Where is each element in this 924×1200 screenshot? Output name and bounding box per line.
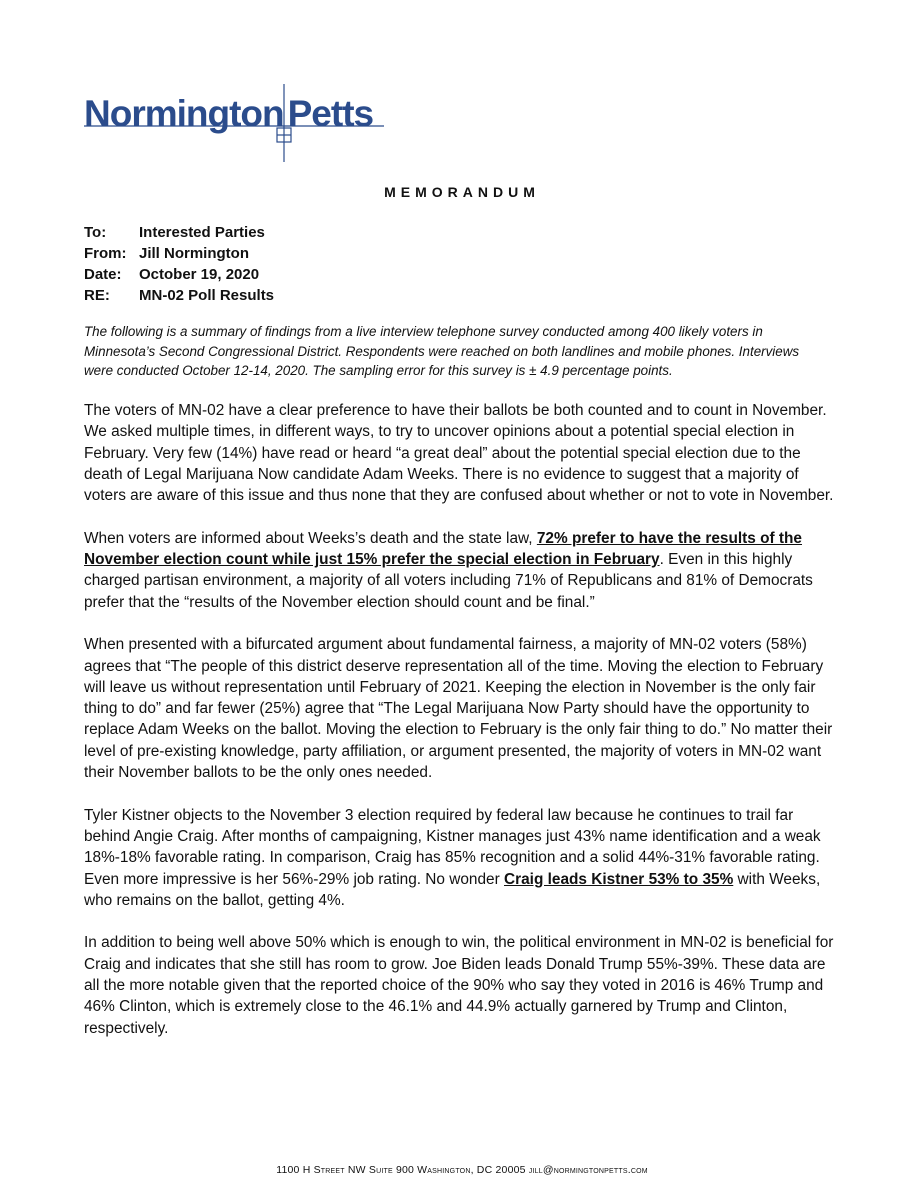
survey-summary-intro: The following is a summary of findings from a live interview telephone survey conducted among 400 likely voters in Minnesota’s Second Congressional District. Respondents were reached on both landlines and mobile phones. Interviews were conducted October 12-14, 2020. The sampling error for this survey is ± 4.9 percentage points.: [84, 324, 800, 378]
logo-word-normington: Normington: [84, 93, 284, 134]
date-row: [84, 264, 274, 285]
paragraph-4-start: Tyler Kistner objects to the November 3 election required by federal law because he continues to trail far behind Angie Craig. After months of campaigning, Kistner manages just 43% name identification and a weak 18%-18% favorable rating. In comparison, Craig has 85% recognition and a solid 44%-31% favorable rating. Even more impressive is her 56%-29% job rating. No wonder: [84, 806, 821, 888]
paragraph-2: [84, 528, 836, 613]
from-row: [84, 243, 274, 264]
paragraph-2-end: . Even in this highly charged partisan environment, a majority of all voters including 71% of Republicans and 81% of Democrats prefer that the “results of the November election should count and be final.”: [84, 551, 813, 611]
paragraph-4-highlight: Craig leads Kistner 53% to 35%: [504, 870, 734, 888]
re-row: [84, 285, 274, 306]
to-value: Interested Parties: [139, 224, 265, 241]
to-row: [84, 222, 274, 243]
re-value: MN-02 Poll Results: [139, 287, 275, 304]
re-label: RE:: [84, 287, 110, 304]
paragraph-3: When presented with a bifurcated argument about fundamental fairness, a majority of MN-02 voters (58%) agrees that “The people of this district deserve representation all of the time. Moving the election to February will leave us without representation until February of 2021. Keeping the election in November is the only fair thing to do” and far fewer (25%) agree that “The Legal Marijuana Now Party should have the opportunity to replace Adam Weeks on the ballot. Moving the election to February is the only fair thing to do.” No matter their level of pre-existing knowledge, party affiliation, or argument presented, the majority of voters in MN-02 want their November ballots to be the only ones needed.: [84, 636, 833, 782]
memo-body: [84, 400, 836, 1060]
paragraph-5: In addition to being well above 50% which is enough to win, the political environment in MN-02 is beneficial for Craig and indicates that she still has room to grow. Joe Biden leads Donald Trump 55%-39%. These data are all the more notable given that the reported choice of the 90% who say they voted in 2016 is 46% Trump and 46% Clinton, which is extremely close to the 46.1% and 44.9% actually garnered by Trump and Clinton, respectively.: [84, 934, 834, 1037]
memo-title: MEMORANDUM: [384, 184, 540, 200]
paragraph-2-highlight: 72% prefer to have the results of the November election count while just 15% prefer the special election in February: [84, 529, 802, 569]
from-value: Jill Normington: [139, 245, 249, 262]
paragraph-4-end: with Weeks, who remains on the ballot, getting 4%.: [84, 870, 821, 909]
company-logo: [84, 84, 384, 168]
logo-wordmark: [84, 94, 373, 134]
paragraph-1: The voters of MN-02 have a clear preference to have their ballots be both counted and to count in November. We asked multiple times, in different ways, to try to uncover opinions about a potential special election in February. Very few (14%) have read or heard “a great deal” about the potential special election due to the death of Legal Marijuana Now candidate Adam Weeks. There is no evidence to suggest that a majority of voters are aware of this issue and thus none that they are confused about whether or not to vote in November.: [84, 402, 834, 505]
date-label: Date:: [84, 266, 122, 283]
footer-address: 1100 H Street NW Suite 900 Washington, DC 20005 jill@normingtonpetts.com: [276, 1164, 648, 1176]
from-label: From:: [84, 245, 127, 262]
to-label: To:: [84, 224, 107, 241]
date-value: October 19, 2020: [139, 266, 260, 283]
paragraph-4: [84, 805, 836, 911]
logo-word-petts: Petts: [287, 93, 374, 134]
memo-header: [84, 222, 274, 306]
paragraph-2-start: When voters are informed about Weeks’s death and the state law,: [84, 529, 537, 547]
